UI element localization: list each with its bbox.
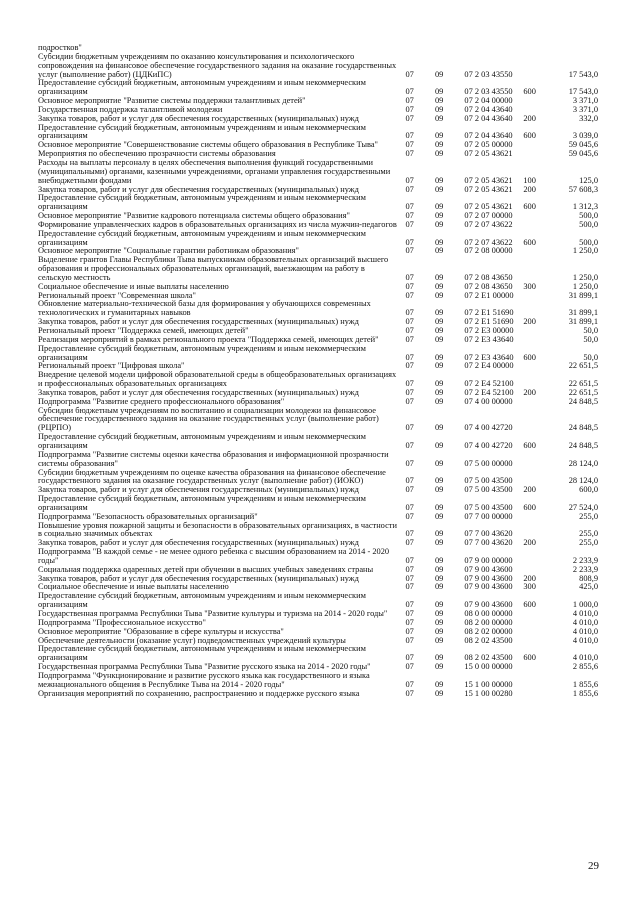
row-section: 07 [405,361,414,371]
row-subsection: 09 [434,361,444,371]
row-amount: 1 250,0 [572,272,599,282]
table-row [38,371,598,389]
row-target-article: 08 2 02 43500 [464,635,513,645]
row-subsection: 09 [434,423,444,433]
row-name: Государственная поддержка талантливой молодежи [38,104,223,114]
row-subsection: 09 [434,635,444,645]
row-subsection: 09 [434,653,444,663]
row-target-article: 07 2 E4 52100 [464,379,514,389]
row-section: 07 [405,140,414,150]
row-target-article: 07 2 04 00000 [464,96,513,106]
row-section: 07 [405,617,414,627]
row-amount: 59 045,6 [568,140,599,150]
row-amount: 500,0 [579,219,599,229]
table-row [38,256,598,283]
row-section: 07 [405,184,414,194]
row-amount: 332,0 [579,113,599,123]
row-name: Субсидии бюджетным учреждениям по оказанию консультирования и психологического сопровождения на финансовое обеспечение государственного задания на оказание государственных услуг (выполнение работ) (ЦДКиПС) [38,51,397,79]
row-target-article: 07 7 00 43620 [464,538,513,548]
row-target-article: 07 2 05 43621 [464,149,513,159]
row-target-article: 07 2 05 43621 [464,175,513,185]
row-target-article: 07 2 E3 43640 [464,352,514,362]
row-target-article: 07 2 E1 51690 [464,317,514,327]
table-row [38,300,598,318]
row-section: 07 [405,175,414,185]
row-subsection: 09 [434,688,444,698]
row-target-article: 15 1 00 00280 [464,688,513,698]
row-section: 07 [405,379,414,389]
row-name: Предоставление субсидий бюджетным, автономным учреждениям и иным некоммерческим организациям [38,228,366,247]
row-subsection: 09 [434,626,444,636]
row-subsection: 09 [434,458,444,468]
row-expense-type: 300 [523,582,536,592]
row-subsection: 09 [434,485,444,495]
row-amount: 125,0 [579,175,599,185]
row-amount: 50,0 [583,334,599,344]
row-section: 07 [405,131,414,141]
row-subsection: 09 [434,131,444,141]
row-name: Расходы на выплаты персоналу в целях обеспечения выполнения функций государственными (муниципальными) органами, казенными учреждениями, органами управления государственными внебюджетными фондами [38,157,391,185]
row-name: Предоставление субсидий бюджетным, автономным учреждениям и иным некоммерческим организациям [38,644,366,663]
row-subsection: 09 [434,617,444,627]
row-amount: 2 233,9 [572,555,599,565]
row-target-article: 07 2 05 00000 [464,140,513,150]
row-subsection: 09 [434,69,444,79]
row-name: Государственная программа Республики Тыва "Развитие культуры и туризма на 2014 - 2020 годы" [38,609,388,618]
row-subsection: 09 [434,502,444,512]
row-section: 07 [405,272,414,282]
row-name: Обновление материально-технической базы для формирования у обучающихся современных технологических и гуманитарных навыков [38,299,371,318]
row-name: Региональный проект "Поддержка семей, имеющих детей" [38,326,249,335]
row-target-article: 07 9 00 43600 [464,582,513,592]
row-subsection: 09 [434,104,444,114]
row-subsection: 09 [434,600,444,610]
row-name: Выделение грантов Главы Республики Тыва выпускникам образовательных организаций высшего образования и профессиональных образовательных организаций, выезжающим на работу в сельскую местность [38,255,389,282]
row-target-article: 07 9 00 43600 [464,600,513,610]
row-section: 07 [405,326,414,335]
row-subsection: 09 [434,308,444,318]
row-target-article: 07 9 00 00000 [464,555,513,565]
table-row [38,690,598,699]
row-subsection: 09 [434,529,444,539]
row-name: Подпрограмма "Профессиональное искусство" [38,617,206,627]
row-section: 07 [405,485,414,495]
row-target-article: 07 2 05 43621 [464,202,513,212]
row-subsection: 09 [434,237,444,247]
row-target-article: 07 4 00 42720 [464,423,513,433]
row-name: Предоставление субсидий бюджетным, автономным учреждениям и иным некоммерческим организациям [38,494,366,512]
row-amount: 3 371,0 [572,96,599,106]
row-amount: 28 124,0 [568,458,599,468]
row-target-article: 07 2 04 43640 [464,104,513,114]
row-subsection: 09 [434,511,444,521]
row-target-article: 07 2 03 43550 [464,87,513,97]
row-name: Предоставление субсидий бюджетным, автономным учреждениям и иным некоммерческим организациям [38,343,366,362]
row-name: Предоставление субсидий бюджетным, автономным учреждениям и иным некоммерческим организациям [38,193,366,212]
row-subsection: 09 [434,334,444,344]
row-target-article: 07 2 07 43622 [464,237,513,247]
row-name: Закупка товаров, работ и услуг для обеспечения государственных (муниципальных) нужд [38,184,359,194]
row-section: 07 [405,679,414,689]
row-subsection: 09 [434,387,444,397]
table-row [38,433,598,451]
row-amount: 255,0 [579,511,599,521]
row-section: 07 [405,555,414,565]
row-name: Формирование управленческих кадров в образовательных организациях из числа мужчин-педагогов [38,219,397,229]
row-amount: 24 848,5 [568,396,599,406]
row-section: 07 [405,202,414,212]
row-section: 07 [405,626,414,636]
row-amount: 2 233,9 [572,564,599,574]
row-expense-type: 200 [523,317,536,327]
row-amount: 4 010,0 [572,635,599,645]
row-section: 07 [405,290,414,300]
row-subsection: 09 [434,184,444,194]
row-expense-type: 200 [523,113,536,123]
row-name: Основное мероприятие "Развитие кадрового потенциала системы общего образования" [38,211,350,221]
row-amount: 31 899,1 [568,308,599,318]
row-target-article: 08 2 02 00000 [464,626,513,636]
row-name: Подпрограмма "В каждой семье - не менее одного ребенка с высшим образованием на 2014 - 2020 годы" [38,547,390,565]
row-section: 07 [405,440,414,450]
row-amount: 1 250,0 [572,246,599,256]
row-target-article: 15 1 00 00000 [464,679,513,689]
row-target-article: 07 2 04 43640 [464,113,513,123]
row-section: 07 [405,396,414,406]
row-section: 07 [405,211,414,221]
row-amount: 50,0 [583,352,599,362]
table-row [38,451,598,469]
row-subsection: 09 [434,352,444,362]
row-name: Социальное обеспечение и иные выплаты населению [38,281,229,291]
row-section: 07 [405,600,414,610]
row-name: Подпрограмма "Развитие системы оценки качества образования и информационной прозрачности системы образования" [38,449,389,468]
table-row [38,124,598,142]
row-target-article: 07 2 07 43622 [464,219,513,229]
row-name: Организация мероприятий по сохранению, распространению и поддержке русского языка [38,688,360,698]
row-amount: 808,9 [579,573,599,583]
row-subsection: 09 [434,555,444,565]
row-target-article: 07 2 05 43621 [464,184,513,194]
row-name: Внедрение целевой модели цифровой образовательной среды в общеобразовательных организациях и профессиональных образовательных организациях [38,370,397,389]
row-name: Подпрограмма "Безопасность образовательных организаций" [38,511,258,521]
row-name: Субсидии бюджетным учреждениям по воспитанию и социализации молодежи на финансовое обеспечение государственного задания на оказание государственных услуг (выполнение работ) (РЦРПО) [38,405,379,433]
row-amount: 4 010,0 [572,653,599,663]
row-section: 07 [405,538,414,548]
row-section: 07 [405,246,414,256]
page-number: 29 [588,860,599,872]
row-subsection: 09 [434,281,444,291]
row-target-article: 07 9 00 43600 [464,573,513,583]
row-name: Основное мероприятие "Образование в сфере культуры и искусства" [38,626,284,636]
row-expense-type: 600 [523,653,536,663]
row-name: Социальная поддержка одаренных детей при обучении в высших учебных заведениях страны [38,564,374,574]
row-amount: 31 899,1 [568,317,599,327]
row-target-article: 07 5 00 00000 [464,458,513,468]
table-row [38,592,598,610]
row-amount: 1 855,6 [572,688,599,698]
table-row [38,79,598,97]
row-subsection: 09 [434,317,444,327]
row-expense-type: 200 [523,485,536,495]
row-target-article: 07 5 00 43500 [464,476,513,486]
row-name: Подпрограмма "Развитие среднего профессионального образования" [38,396,285,406]
table-row [38,645,598,663]
row-subsection: 09 [434,87,444,97]
row-expense-type: 600 [523,502,536,512]
row-name: Предоставление субсидий бюджетным, автономным учреждениям и иным некоммерческим организациям [38,122,366,141]
row-name: Региональный проект "Современная школа" [38,290,196,300]
row-section: 07 [405,476,414,486]
row-target-article: 08 2 02 43500 [464,653,513,663]
row-amount: 3 039,0 [572,131,599,141]
table-row [38,194,598,212]
row-expense-type: 200 [523,184,536,194]
table-row [38,672,598,690]
row-amount: 17 543,0 [568,87,599,97]
row-subsection: 09 [434,140,444,150]
row-amount: 17 543,0 [568,69,599,79]
row-name: Основное мероприятие "Развитие системы поддержки талантливых детей" [38,96,306,106]
row-amount: 22 651,5 [568,387,599,397]
row-expense-type: 100 [523,175,536,185]
row-amount: 1 855,6 [572,679,599,689]
row-name: Обеспечение деятельности (оказание услуг) подведомственных учреждений культуры [38,635,346,645]
row-subsection: 09 [434,290,444,300]
row-amount: 59 045,6 [568,149,599,159]
table-row [38,548,598,566]
table-row [38,407,598,434]
row-amount: 22 651,5 [568,361,599,371]
row-expense-type: 600 [523,202,536,212]
row-target-article: 15 0 00 00000 [464,662,513,672]
table-row [38,230,598,248]
row-section: 07 [405,317,414,327]
row-amount: 3 371,0 [572,104,599,114]
row-expense-type: 200 [523,387,536,397]
row-target-article: 07 2 07 00000 [464,211,513,221]
row-section: 07 [405,511,414,521]
row-section: 07 [405,219,414,229]
row-name: Реализация мероприятий в рамках регионального проекта "Поддержка семей, имеющих детей" [38,334,379,344]
row-amount: 1 000,0 [572,600,599,610]
row-name: Повышение уровня пожарной защиты и безопасности в образовательных организациях, в частности в социально значимых объектах [38,520,397,539]
row-subsection: 09 [434,379,444,389]
row-section: 07 [405,609,414,618]
row-target-article: 07 9 00 43600 [464,564,513,574]
row-section: 07 [405,308,414,318]
row-section: 07 [405,573,414,583]
row-subsection: 09 [434,272,444,282]
budget-table [38,44,598,698]
row-name: Предоставление субсидий бюджетным, автономным учреждениям и иным некоммерческим организациям [38,432,366,450]
row-target-article: 07 7 00 00000 [464,511,513,521]
row-target-article: 07 2 E1 51690 [464,308,514,318]
row-amount: 31 899,1 [568,290,599,300]
row-subsection: 09 [434,582,444,592]
row-amount: 2 855,6 [572,662,599,672]
row-target-article: 07 2 08 43650 [464,272,513,282]
row-expense-type: 600 [523,131,536,141]
table-row [38,495,598,513]
row-target-article: 07 2 E4 00000 [464,361,514,371]
row-section: 07 [405,662,414,672]
row-section: 07 [405,69,414,79]
row-name: Закупка товаров, работ и услуг для обеспечения государственных (муниципальных) нужд [38,485,359,495]
table-row [38,345,598,363]
row-target-article: 08 2 00 00000 [464,617,513,627]
row-name: Закупка товаров, работ и услуг для обеспечения государственных (муниципальных) нужд [38,113,359,123]
row-amount: 255,0 [579,538,599,548]
row-target-article: 07 2 E4 52100 [464,387,514,397]
row-section: 07 [405,387,414,397]
row-target-article: 08 0 00 00000 [464,609,513,618]
row-subsection: 09 [434,113,444,123]
row-subsection: 09 [434,662,444,672]
row-subsection: 09 [434,564,444,574]
row-subsection: 09 [434,538,444,548]
row-expense-type: 300 [523,281,536,291]
row-name: Основное мероприятие "Социальные гарантии работникам образования" [38,246,299,256]
row-amount: 1 312,3 [572,202,599,212]
row-name: Предоставление субсидий бюджетным, автономным учреждениям и иным некоммерческим организациям [38,591,366,610]
row-subsection: 09 [434,609,444,618]
row-target-article: 07 5 00 43500 [464,485,513,495]
row-expense-type: 600 [523,440,536,450]
row-amount: 600,0 [579,485,599,495]
row-subsection: 09 [434,679,444,689]
row-section: 07 [405,582,414,592]
row-amount: 28 124,0 [568,476,599,486]
row-section: 07 [405,529,414,539]
row-amount: 1 250,0 [572,281,599,291]
row-amount: 24 848,5 [568,423,599,433]
row-name: Субсидии бюджетным учреждениям по оценке качества образования на финансовое обеспечение государственного задания на оказание государственных услуг (выполнение работ) (ИОКО) [38,467,386,486]
row-section: 07 [405,113,414,123]
table-row [38,53,598,80]
row-subsection: 09 [434,573,444,583]
row-subsection: 09 [434,326,444,335]
row-subsection: 09 [434,149,444,159]
row-name: Закупка товаров, работ и услуг для обеспечения государственных (муниципальных) нужд [38,387,359,397]
row-name: Региональный проект "Цифровая школа" [38,361,185,371]
table-row [38,159,598,186]
row-subsection: 09 [434,396,444,406]
row-section: 07 [405,104,414,114]
row-name: Предоставление субсидий бюджетным, автономным учреждениям и иным некоммерческим организациям [38,78,366,97]
row-section: 07 [405,502,414,512]
row-name: Основное мероприятие "Совершенствование системы общего образования в Республике Тыва" [38,140,378,150]
row-amount: 57 608,3 [568,184,599,194]
row-subsection: 09 [434,175,444,185]
row-section: 07 [405,688,414,698]
table-row [38,522,598,540]
row-target-article: 07 4 00 42720 [464,440,513,450]
row-target-article: 07 4 00 00000 [464,396,513,406]
row-name: Подпрограмма "Функционирование и развитие русского языка как государственного и языка межнационального общения в Республике Тыва на 2014 - 2020 годы" [38,670,370,689]
row-expense-type: 600 [523,600,536,610]
row-section: 07 [405,635,414,645]
row-subsection: 09 [434,219,444,229]
row-amount: 27 524,0 [568,502,599,512]
row-amount: 22 651,5 [568,379,599,389]
row-name: Закупка товаров, работ и услуг для обеспечения государственных (муниципальных) нужд [38,317,359,327]
row-section: 07 [405,334,414,344]
row-target-article: 07 2 E3 43640 [464,334,514,344]
row-amount: 50,0 [583,326,599,335]
row-target-article: 07 7 00 43620 [464,529,513,539]
row-name: Закупка товаров, работ и услуг для обеспечения государственных (муниципальных) нужд [38,538,359,548]
row-subsection: 09 [434,246,444,256]
row-section: 07 [405,653,414,663]
row-name: подростков" [38,43,82,52]
row-amount: 255,0 [579,529,599,539]
row-section: 07 [405,458,414,468]
row-section: 07 [405,237,414,247]
row-amount: 4 010,0 [572,626,599,636]
row-amount: 4 010,0 [572,609,599,618]
row-expense-type: 200 [523,573,536,583]
row-target-article: 07 2 04 43640 [464,131,513,141]
row-name: Государственная программа Республики Тыва "Развитие русского языка на 2014 - 2020 годы" [38,662,371,672]
row-section: 07 [405,149,414,159]
row-amount: 500,0 [579,237,599,247]
row-subsection: 09 [434,440,444,450]
row-expense-type: 600 [523,87,536,97]
row-target-article: 07 2 03 43550 [464,69,513,79]
row-amount: 500,0 [579,211,599,221]
row-target-article: 07 2 08 43650 [464,281,513,291]
row-section: 07 [405,564,414,574]
row-subsection: 09 [434,202,444,212]
row-section: 07 [405,352,414,362]
row-name: Социальное обеспечение и иные выплаты населению [38,582,229,592]
row-name: Закупка товаров, работ и услуг для обеспечения государственных (муниципальных) нужд [38,573,359,583]
row-target-article: 07 5 00 43500 [464,502,513,512]
row-target-article: 07 2 E3 00000 [464,326,514,335]
row-subsection: 09 [434,96,444,106]
row-expense-type: 600 [523,237,536,247]
row-subsection: 09 [434,476,444,486]
row-expense-type: 200 [523,538,536,548]
row-expense-type: 600 [523,352,536,362]
row-section: 07 [405,87,414,97]
row-section: 07 [405,281,414,291]
row-amount: 425,0 [579,582,599,592]
row-section: 07 [405,96,414,106]
row-target-article: 07 2 08 00000 [464,246,513,256]
row-amount: 24 848,5 [568,440,599,450]
row-name: Мероприятия по обеспечению прозрачности системы образования [38,149,276,159]
table-row [38,469,598,487]
row-amount: 4 010,0 [572,617,599,627]
row-target-article: 07 2 E1 00000 [464,290,514,300]
row-section: 07 [405,423,414,433]
row-subsection: 09 [434,211,444,221]
